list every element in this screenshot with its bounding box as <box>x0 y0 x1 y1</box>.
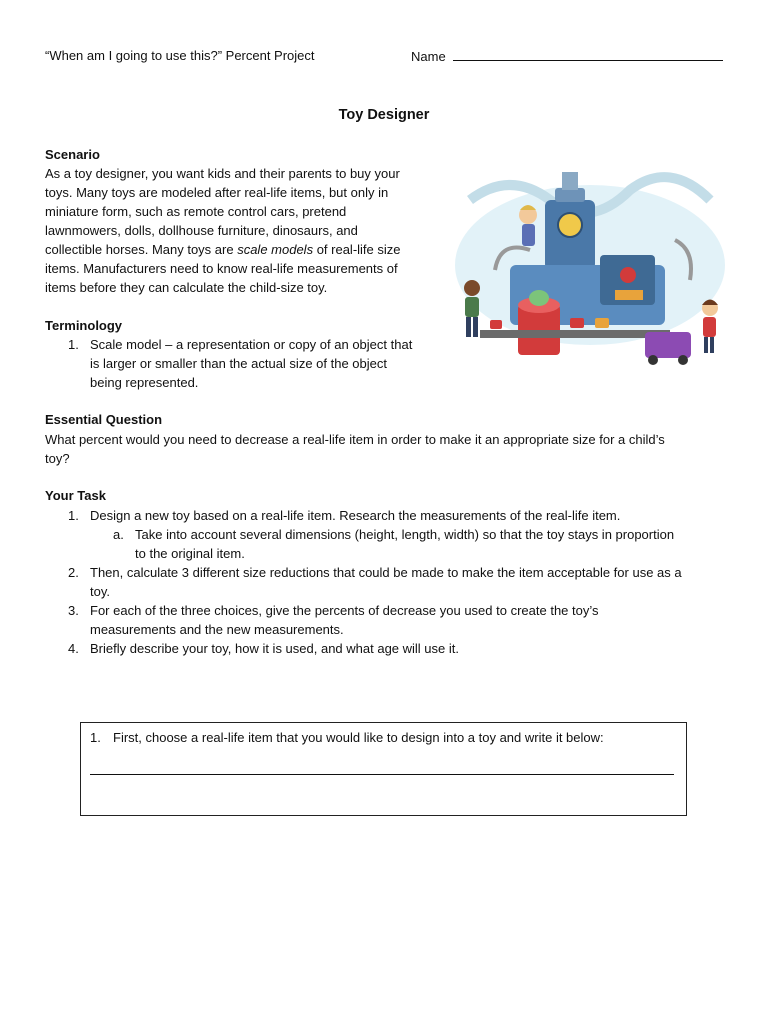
essential-heading: Essential Question <box>45 412 163 427</box>
list-item-line: For each of the three choices, give the percents of decrease you used to create the toy’s <box>90 603 599 618</box>
answer-prompt: First, choose a real-life item that you would like to design into a toy and write it below: <box>113 730 604 745</box>
terminology-heading: Terminology <box>45 318 123 333</box>
toy-factory-illustration <box>450 160 726 370</box>
task-heading: Your Task <box>45 488 106 503</box>
list-item-line: is larger or smaller than the actual size of the object <box>90 356 387 371</box>
list-number: 1. <box>90 730 101 745</box>
scale-models-term: scale models <box>237 242 314 257</box>
scenario-line: items. Manufacturers need to know real-life measurements of <box>45 261 398 276</box>
scenario-text-part: of real-life size <box>313 242 401 257</box>
list-letter: a. <box>113 527 124 542</box>
list-number: 2. <box>68 565 79 580</box>
page-title: Toy Designer <box>338 107 430 123</box>
project-title: “When am I going to use this?” Percent Project <box>45 48 315 63</box>
scenario-text-part: collectible horses. Many toys are <box>45 242 238 257</box>
list-number: 1. <box>68 337 79 352</box>
name-field[interactable] <box>411 48 723 64</box>
list-item-line: Design a new toy based on a real-life item. Research the measurements of the real-life item. <box>90 508 621 523</box>
task-subitem <box>135 525 674 563</box>
list-number: 1. <box>68 508 79 523</box>
terminology-item <box>90 335 412 392</box>
scenario-line <box>45 240 401 259</box>
list-item-line: to the original item. <box>135 546 245 561</box>
list-item-line: Briefly describe your toy, how it is used, and what age will use it. <box>90 641 459 656</box>
task-item <box>90 563 682 601</box>
list-number: 4. <box>68 641 79 656</box>
list-item-line: Scale model – a representation or copy of an object that <box>90 337 413 352</box>
name-label: Name <box>411 49 446 64</box>
task-item <box>90 639 459 658</box>
list-item-line: toy. <box>90 584 110 599</box>
name-line <box>453 48 723 61</box>
essential-line: toy? <box>45 451 70 466</box>
scenario-text <box>45 164 401 297</box>
scenario-line: toys. Many toys are modeled after real-life items, but only in <box>45 185 389 200</box>
list-item-line: being represented. <box>90 375 199 390</box>
scenario-line: As a toy designer, you want kids and their parents to buy your <box>45 166 400 181</box>
scenario-line: miniature form, such as remote control cars, pretend <box>45 204 347 219</box>
list-item-line: Then, calculate 3 different size reductions that could be made to make the item acceptable for use as a <box>90 565 682 580</box>
list-number: 3. <box>68 603 79 618</box>
task-item <box>90 601 599 639</box>
task-item <box>90 506 620 525</box>
toy-factory-image <box>450 160 726 370</box>
essential-text <box>45 430 665 468</box>
scenario-heading: Scenario <box>45 147 100 162</box>
scenario-line: items before they can calculate the child-size toy. <box>45 280 328 295</box>
list-item-line: measurements and the new measurements. <box>90 622 344 637</box>
essential-line: What percent would you need to decrease a real-life item in order to make it an appropriate size for a child’s <box>45 432 665 447</box>
list-item-line: Take into account several dimensions (height, length, width) so that the toy stays in proportion <box>135 527 675 542</box>
scenario-line: lawnmowers, dolls, dollhouse furniture, dinosaurs, and <box>45 223 358 238</box>
answer-line[interactable] <box>90 774 674 775</box>
